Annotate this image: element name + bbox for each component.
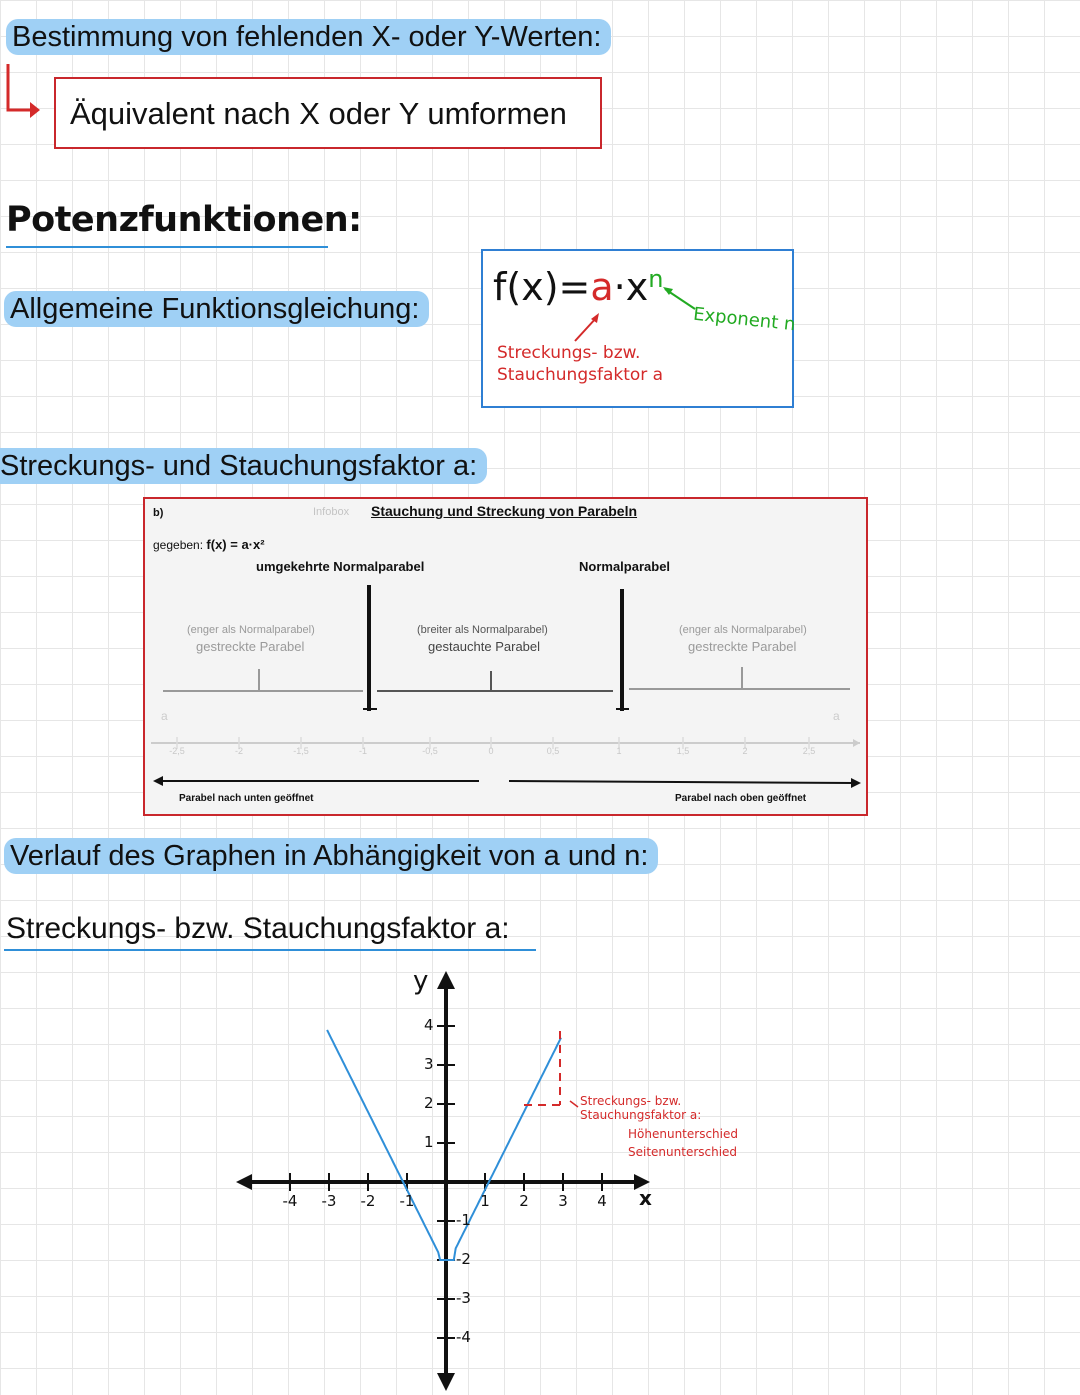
axis-tick-label: -0,5 [422,746,438,756]
seg1-name: gestreckte Parabel [196,639,305,654]
axis-tick-label: -1 [358,746,368,756]
formula-n: n [648,265,664,293]
formula-x: x [625,265,649,309]
seg3-name: gestreckte Parabel [688,639,797,654]
x-tick-label: -3 [321,1192,337,1210]
x-tick-label: -1 [399,1192,415,1210]
x-tick-label: 1 [480,1192,490,1210]
axis-tick-label: -1,5 [293,746,309,756]
y-tick-label: 2 [424,1094,434,1112]
x-axis-label: x [639,1186,652,1210]
x-tick-label: 4 [597,1192,607,1210]
axis-tick-label: 1,5 [676,746,690,756]
graph-note-4: Seitenunterschied [628,1145,738,1159]
heading-stretch-factor-2: Streckungs- bzw. Stauchungsfaktor a: [6,912,510,945]
axis-tick-label: 0 [488,746,494,756]
graph-note-3: Höhenunterschied [628,1127,738,1141]
bottom-right-label: Parabel nach oben geöffnet [675,793,807,804]
axis-tick-label: 0,5 [546,746,560,756]
axis-label-left: a [161,709,168,723]
exponent-label: Exponent n [692,303,797,336]
equivalence-box [54,77,602,149]
left-header: umgekehrte Normalparabel [256,559,425,574]
given-formula: f(x) = a·x² [206,537,265,552]
heading-general-equation: Allgemeine Funktionsgleichung: [4,291,429,327]
y-tick-label: -3 [456,1289,471,1307]
axis-tick-label: 2,5 [802,746,816,756]
arrow-down-right-icon [0,60,46,130]
x-tick-label: -4 [282,1192,298,1210]
formula-f-part: f(x)= [493,265,591,309]
y-tick-label: 4 [424,1016,434,1034]
y-tick-label: -4 [456,1328,471,1346]
infobox-label: Infobox [313,506,350,518]
factor-label-2: Stauchungsfaktor a [497,365,664,385]
axis-tick-label: 2 [742,746,748,756]
infobox-title: Stauchung und Streckung von Parabeln [371,503,638,519]
equivalence-text: Äquivalent nach X oder Y umformen [70,96,567,131]
infobox-tag: b) [153,507,164,519]
factor-label-1: Streckungs- bzw. [497,343,641,363]
infobox-diagram [145,499,866,814]
y-tick-label: -1 [456,1211,471,1229]
heading-underline [6,246,328,248]
y-axis-label: y [413,966,429,996]
seg2-name: gestauchte Parabel [428,639,541,654]
right-header: Normalparabel [579,559,671,574]
y-tick-label: 3 [424,1055,434,1073]
axis-tick-label: -2,5 [169,746,185,756]
axis-tick-label: -2 [234,746,244,756]
heading-power-functions: Potenzfunktionen: [6,200,362,240]
graph-note-2: Stauchungsfaktor a: [580,1108,702,1122]
bottom-left-label: Parabel nach unten geöffnet [179,793,314,804]
seg2-note: (breiter als Normalparabel) [417,624,548,636]
heading-6-underline [4,949,536,951]
formula-dot: · [613,265,626,309]
y-tick-label: 1 [424,1133,434,1151]
axis-label-right: a [833,709,840,723]
formula-a: a [590,265,614,309]
heading-missing-values: Bestimmung von fehlenden X- oder Y-Werten: [6,19,611,55]
given-text: gegeben: [153,538,204,552]
graph-tick-labels [230,965,670,1395]
seg3-note: (enger als Normalparabel) [679,624,807,636]
heading-stretch-factor: Streckungs- und Stauchungsfaktor a: [0,448,487,484]
heading-graph-behaviour: Verlauf des Graphen in Abhängigkeit von a und n: [4,838,658,874]
graph-note-1: Streckungs- bzw. [580,1094,682,1108]
x-tick-label: -2 [360,1192,376,1210]
y-tick-label: -2 [456,1250,471,1268]
axis-tick-label: 1 [616,746,622,756]
infobox-panel [143,497,868,816]
x-tick-label: 3 [558,1192,568,1210]
formula-box [481,249,797,408]
tick-labels [145,746,866,760]
seg1-note: (enger als Normalparabel) [187,624,315,636]
x-tick-label: 2 [519,1192,529,1210]
